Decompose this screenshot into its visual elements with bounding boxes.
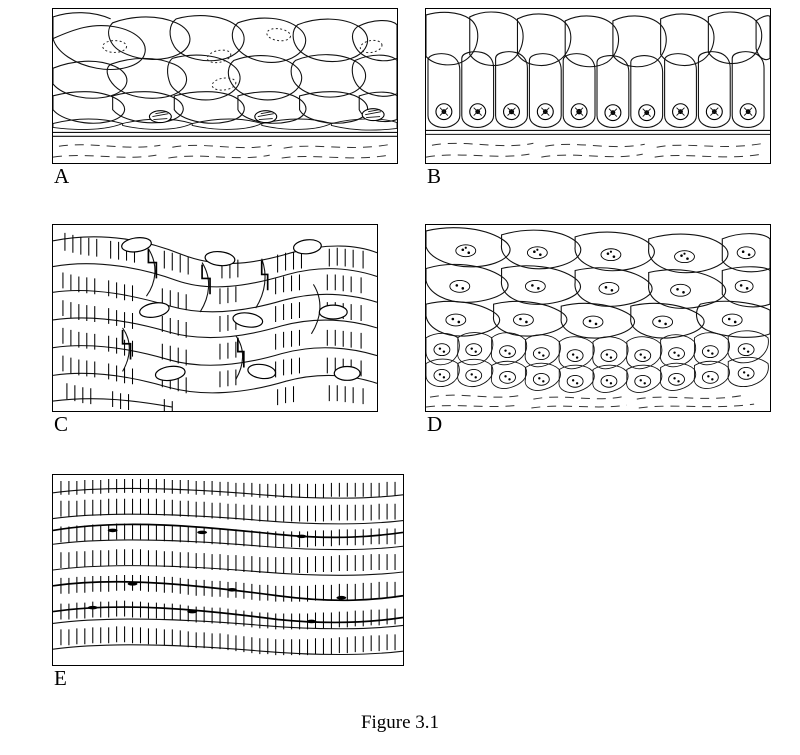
figure-panel-c: [52, 224, 378, 436]
figure-panel-d: [425, 224, 771, 436]
panel-c-label: C: [54, 412, 69, 436]
panel-a-image: [52, 8, 398, 164]
panel-b-label: B: [427, 164, 442, 188]
figure-panel-e: [52, 474, 404, 690]
figure-panel-b: [425, 8, 771, 188]
panel-b-image: [425, 8, 771, 164]
panel-d-label: D: [427, 412, 443, 436]
panel-e-image: [52, 474, 404, 666]
panel-c-image: [52, 224, 378, 412]
figure-panel-a: [52, 8, 398, 188]
panel-e-label: E: [54, 666, 67, 690]
panel-d-image: [425, 224, 771, 412]
figure-caption: Figure 3.1: [360, 712, 440, 733]
panel-a-label: A: [54, 164, 70, 188]
